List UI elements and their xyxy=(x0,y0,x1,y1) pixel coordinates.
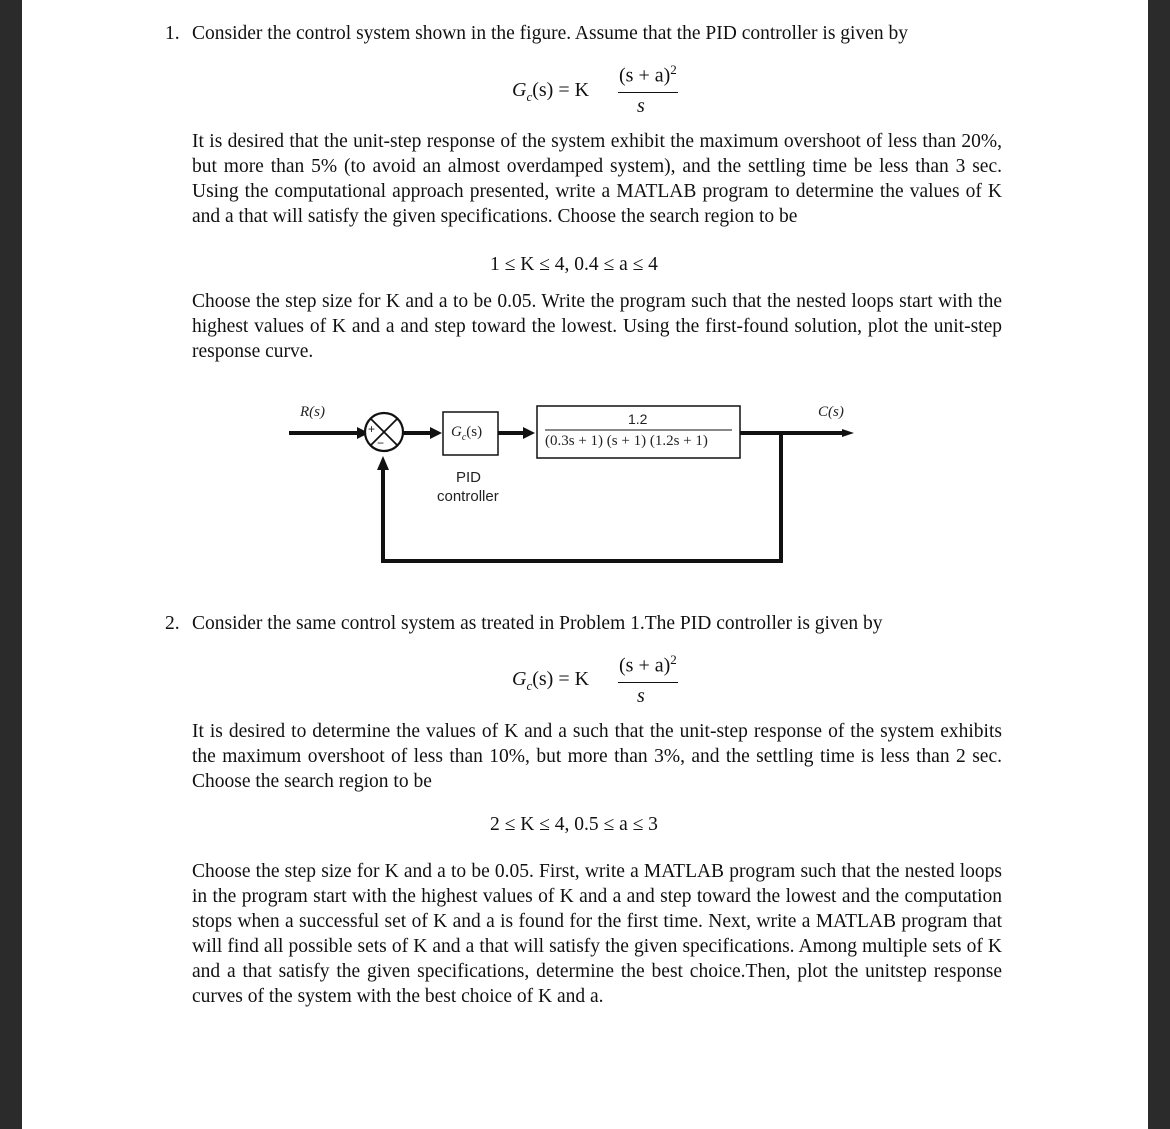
eq-2-sub: c xyxy=(526,678,533,693)
problem-1-paragraph-2: Choose the step size for K and a to be 0.05. Write the program such that the nested loops start with the highest values of K and a and step toward the lowest. Using the first-found solution, plot the unit-step response curve. xyxy=(192,291,1002,362)
eq-1-numerator: (s + a) xyxy=(619,64,671,87)
plus-sign: + xyxy=(368,422,376,436)
eq-1-lhs: G xyxy=(512,79,527,101)
eq-2-lhs: G xyxy=(512,668,527,690)
problem-2-search-region: 2 ≤ K ≤ 4, 0.5 ≤ a ≤ 3 xyxy=(490,814,658,835)
input-label: R(s) xyxy=(300,404,325,420)
output-arrowhead xyxy=(842,429,854,437)
eq-2-arg: (s) = K xyxy=(532,668,590,690)
problem-2-intro: Consider the same control system as treated in Problem 1.The PID controller is given by xyxy=(192,613,883,634)
problem-2-number: 2. xyxy=(165,613,180,634)
problem-2-paragraph-2: Choose the step size for K and a to be 0.05. First, write a MATLAB program such that the nested loops in the program start with the highest values of K and a and step toward the lowest and the computation stops when a successful set of K and a is found for the first time. Next, write a MATLAB program that will find all possible sets of K and a that will satisfy the given specifications. Among multiple sets of K and a that satisfy the given specifications, determine the best choice.Then, plot the unitstep response curves of the system with the best choice of K and a. xyxy=(192,861,1002,1007)
eq-2-denominator: s xyxy=(637,685,645,707)
minus-sign: − xyxy=(377,436,385,450)
plant-denominator: (0.3s + 1) (s + 1) (1.2s + 1) xyxy=(545,433,708,449)
pid-label-line-2: controller xyxy=(437,488,499,505)
eq-2-numerator: (s + a) xyxy=(619,654,671,677)
eq-1-exponent: 2 xyxy=(670,62,677,77)
eq-1-sub: c xyxy=(526,89,533,104)
problem-1-paragraph-1: It is desired that the unit-step response of the system exhibit the maximum overshoot of less than 20%, but more than 5% (to avoid an almost overdamped system), and the settling time be less than 3 sec. Using the computational approach presented, write a MATLAB program to determine the values of K and a that will satisfy the given specifications. Choose the search region to be xyxy=(192,131,1002,227)
document-page xyxy=(22,0,1148,1129)
feedback-arrowhead xyxy=(377,456,389,470)
eq-1-denominator: s xyxy=(637,95,645,117)
block-diagram-lines xyxy=(22,0,1148,600)
controller-label: $G_c(s)$ xyxy=(451,424,483,443)
plant-numerator: 1.2 xyxy=(628,411,648,427)
eq-1-arg: (s) = K xyxy=(532,79,590,101)
problem-1-number: 1. xyxy=(165,23,180,44)
problem-2-paragraph-1: It is desired to determine the values of K and a such that the unit-step response of the system exhibits the maximum overshoot of less than 10%, but more than 3%, and the settling time is less than 2 sec. Choose the search region to be xyxy=(192,721,1002,792)
pid-label-line-1: PID xyxy=(456,469,482,486)
problem-1-search-region: 1 ≤ K ≤ 4, 0.4 ≤ a ≤ 4 xyxy=(490,254,658,275)
output-label: C(s) xyxy=(818,404,844,420)
problem-1-intro: Consider the control system shown in the figure. Assume that the PID controller is given by xyxy=(192,23,908,44)
eq-2-exponent: 2 xyxy=(670,652,677,667)
